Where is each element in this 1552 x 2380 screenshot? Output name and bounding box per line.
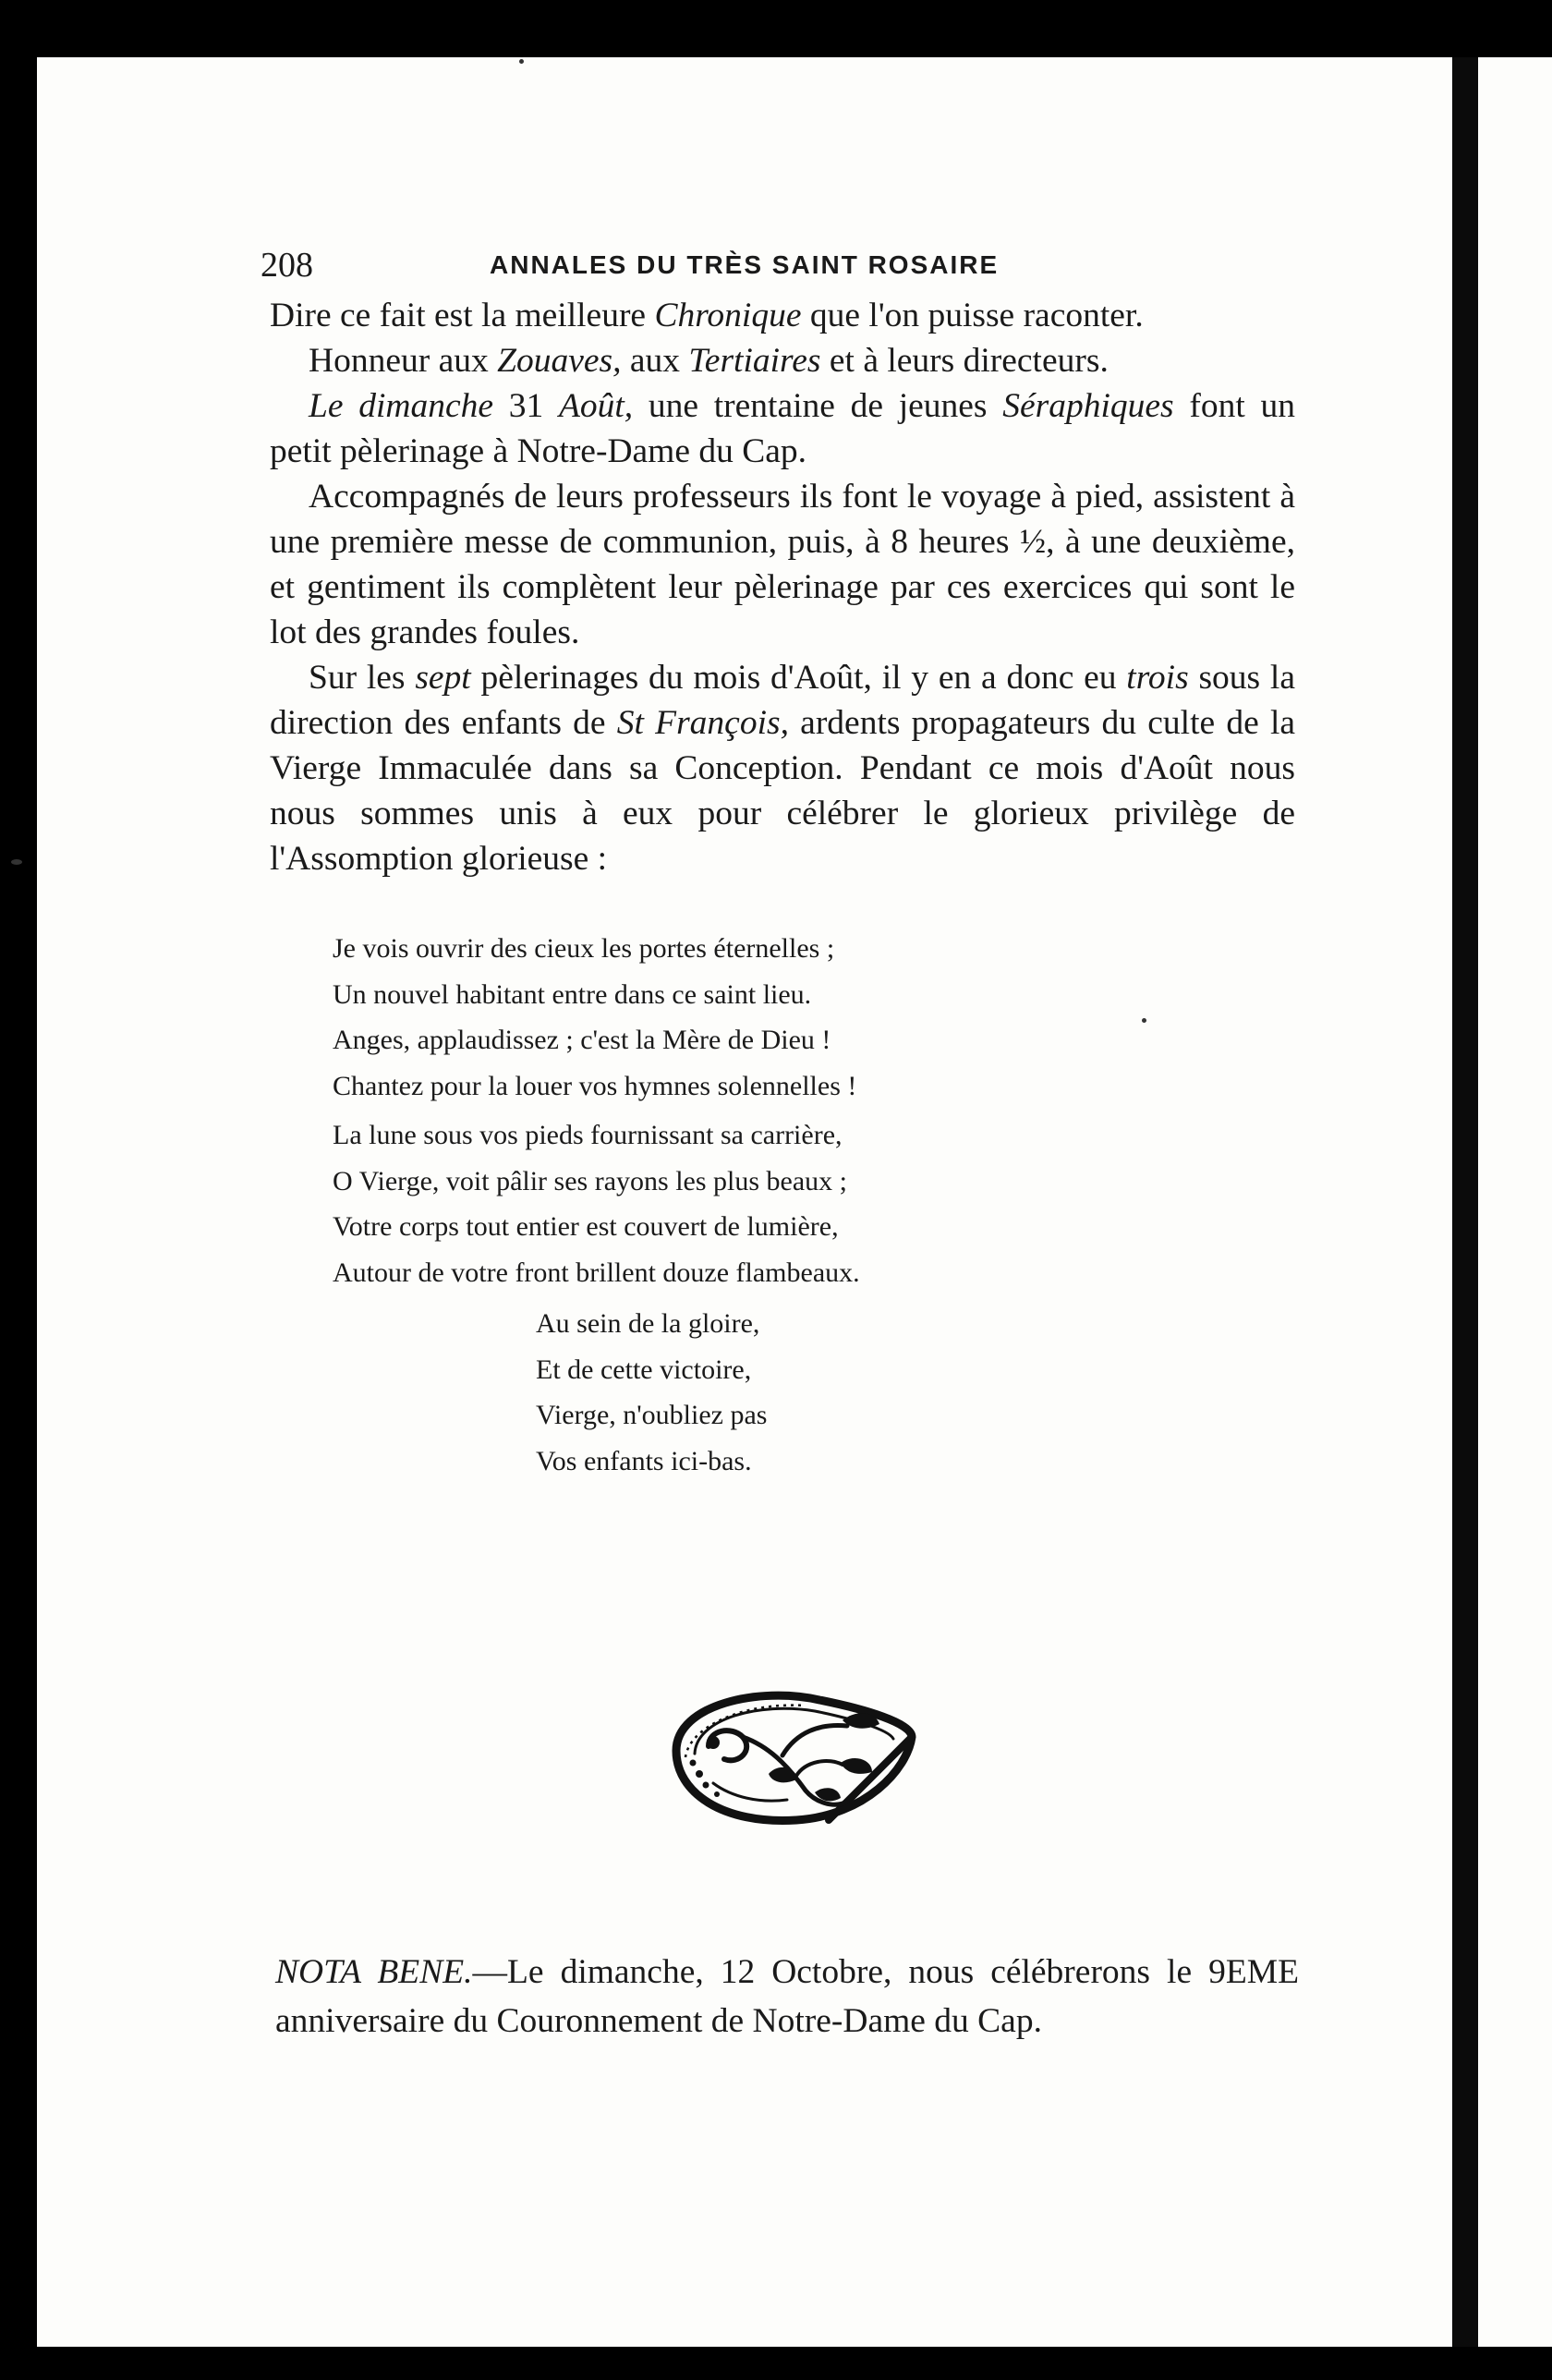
italic-run: sept: [415, 659, 471, 697]
text-run: et à leurs directeurs.: [820, 342, 1109, 380]
italic-run: Chronique: [654, 297, 802, 334]
text-run: Sur les: [309, 659, 416, 697]
text-run: Honneur aux: [309, 342, 498, 380]
italic-run: Zouaves,: [497, 342, 622, 380]
text-run: pèlerinages du mois d'Août, il y en a donc eu: [470, 659, 1127, 697]
page-binding: [1452, 57, 1478, 2347]
poem-line: Autour de votre front brillent douze flambeaux.: [333, 1257, 860, 1288]
paragraph: [270, 474, 1295, 655]
poem-line: Votre corps tout entier est couvert de lumière,: [333, 1211, 839, 1242]
poem-stanza-2: [333, 1112, 1295, 1295]
italic-run: trois: [1126, 659, 1189, 697]
italic-run: Tertiaires: [688, 342, 821, 380]
italic-run: Août,: [558, 387, 634, 425]
refrain-line: Vos enfants ici-bas.: [536, 1445, 752, 1476]
scan-speck: [519, 59, 524, 64]
poem-line: Un nouvel habitant entre dans ce saint lieu.: [333, 978, 812, 1010]
text-run: Accompagnés de leurs professeurs ils font le voyage à pied, assistent à une première messe de communion, puis, à 8 heures ½, à une deuxième, et gentiment ils complètent leur pèlerinage par ces exercices qui sont le lot des grandes foules.: [270, 478, 1295, 651]
italic-run: Le dimanche: [309, 387, 494, 425]
text-run: ardents propagateurs du culte de la Vierge Immaculée dans sa Conception. Pendant ce mois d'Août nous nous sommes unis à eux pour célébrer le glorieux privilège de l'Assomption glorieuse :: [270, 704, 1296, 878]
text-run: une trentaine de jeunes: [633, 387, 1003, 425]
poem-line: O Vierge, voit pâlir ses rayons les plus beaux ;: [333, 1165, 847, 1196]
paragraph: [270, 655, 1295, 881]
paragraph: [270, 293, 1295, 338]
refrain-line: Et de cette victoire,: [536, 1354, 752, 1385]
scan-speck: [11, 859, 22, 865]
page-number: 208: [261, 246, 313, 285]
poem: [333, 926, 1295, 1484]
italic-run: St François,: [616, 704, 789, 742]
refrain-line: Vierge, n'oubliez pas: [536, 1400, 768, 1430]
paragraph: [270, 338, 1295, 383]
italic-run: Séraphiques: [1002, 387, 1174, 425]
text-run: aux: [621, 342, 689, 380]
next-page-edge: [1478, 57, 1552, 2347]
article-body: [270, 293, 1295, 881]
poem-line: Je vois ouvrir des cieux les portes éternelles ;: [333, 933, 835, 964]
poem-line: Chantez pour la louer vos hymnes solennelles !: [333, 1070, 857, 1101]
poem-line: La lune sous vos pieds fournissant sa carrière,: [333, 1120, 843, 1150]
refrain-line: Au sein de la gloire,: [536, 1308, 760, 1339]
poem-refrain: [536, 1301, 1295, 1484]
floral-vignette-icon: [658, 1682, 926, 1829]
poem-stanza-1: [333, 926, 1295, 1109]
paragraph: [270, 383, 1295, 474]
nota-bene-label: NOTA BENE.: [275, 1953, 473, 1991]
text-run: que l'on puisse raconter.: [801, 297, 1144, 334]
running-head: [261, 245, 1295, 293]
running-title: ANNALES DU TRÈS SAINT ROSAIRE: [490, 250, 1000, 279]
text-run: 31: [493, 387, 559, 425]
nota-bene: [275, 1948, 1299, 2046]
text-run: font un petit pèlerinage à Notre-Dame du Cap.: [270, 387, 1295, 470]
text-run: sous la direction des enfants de: [270, 659, 1295, 742]
poem-line: Anges, applaudissez ; c'est la Mère de Dieu !: [333, 1025, 831, 1055]
text-run: Dire ce fait est la meilleure: [270, 297, 655, 334]
page-content: [261, 245, 1296, 1484]
nota-bene-text: —Le dimanche, 12 Octobre, nous célébrerons le 9EME anniversaire du Couronnement de Notre-Dame du Cap.: [275, 1953, 1299, 2040]
